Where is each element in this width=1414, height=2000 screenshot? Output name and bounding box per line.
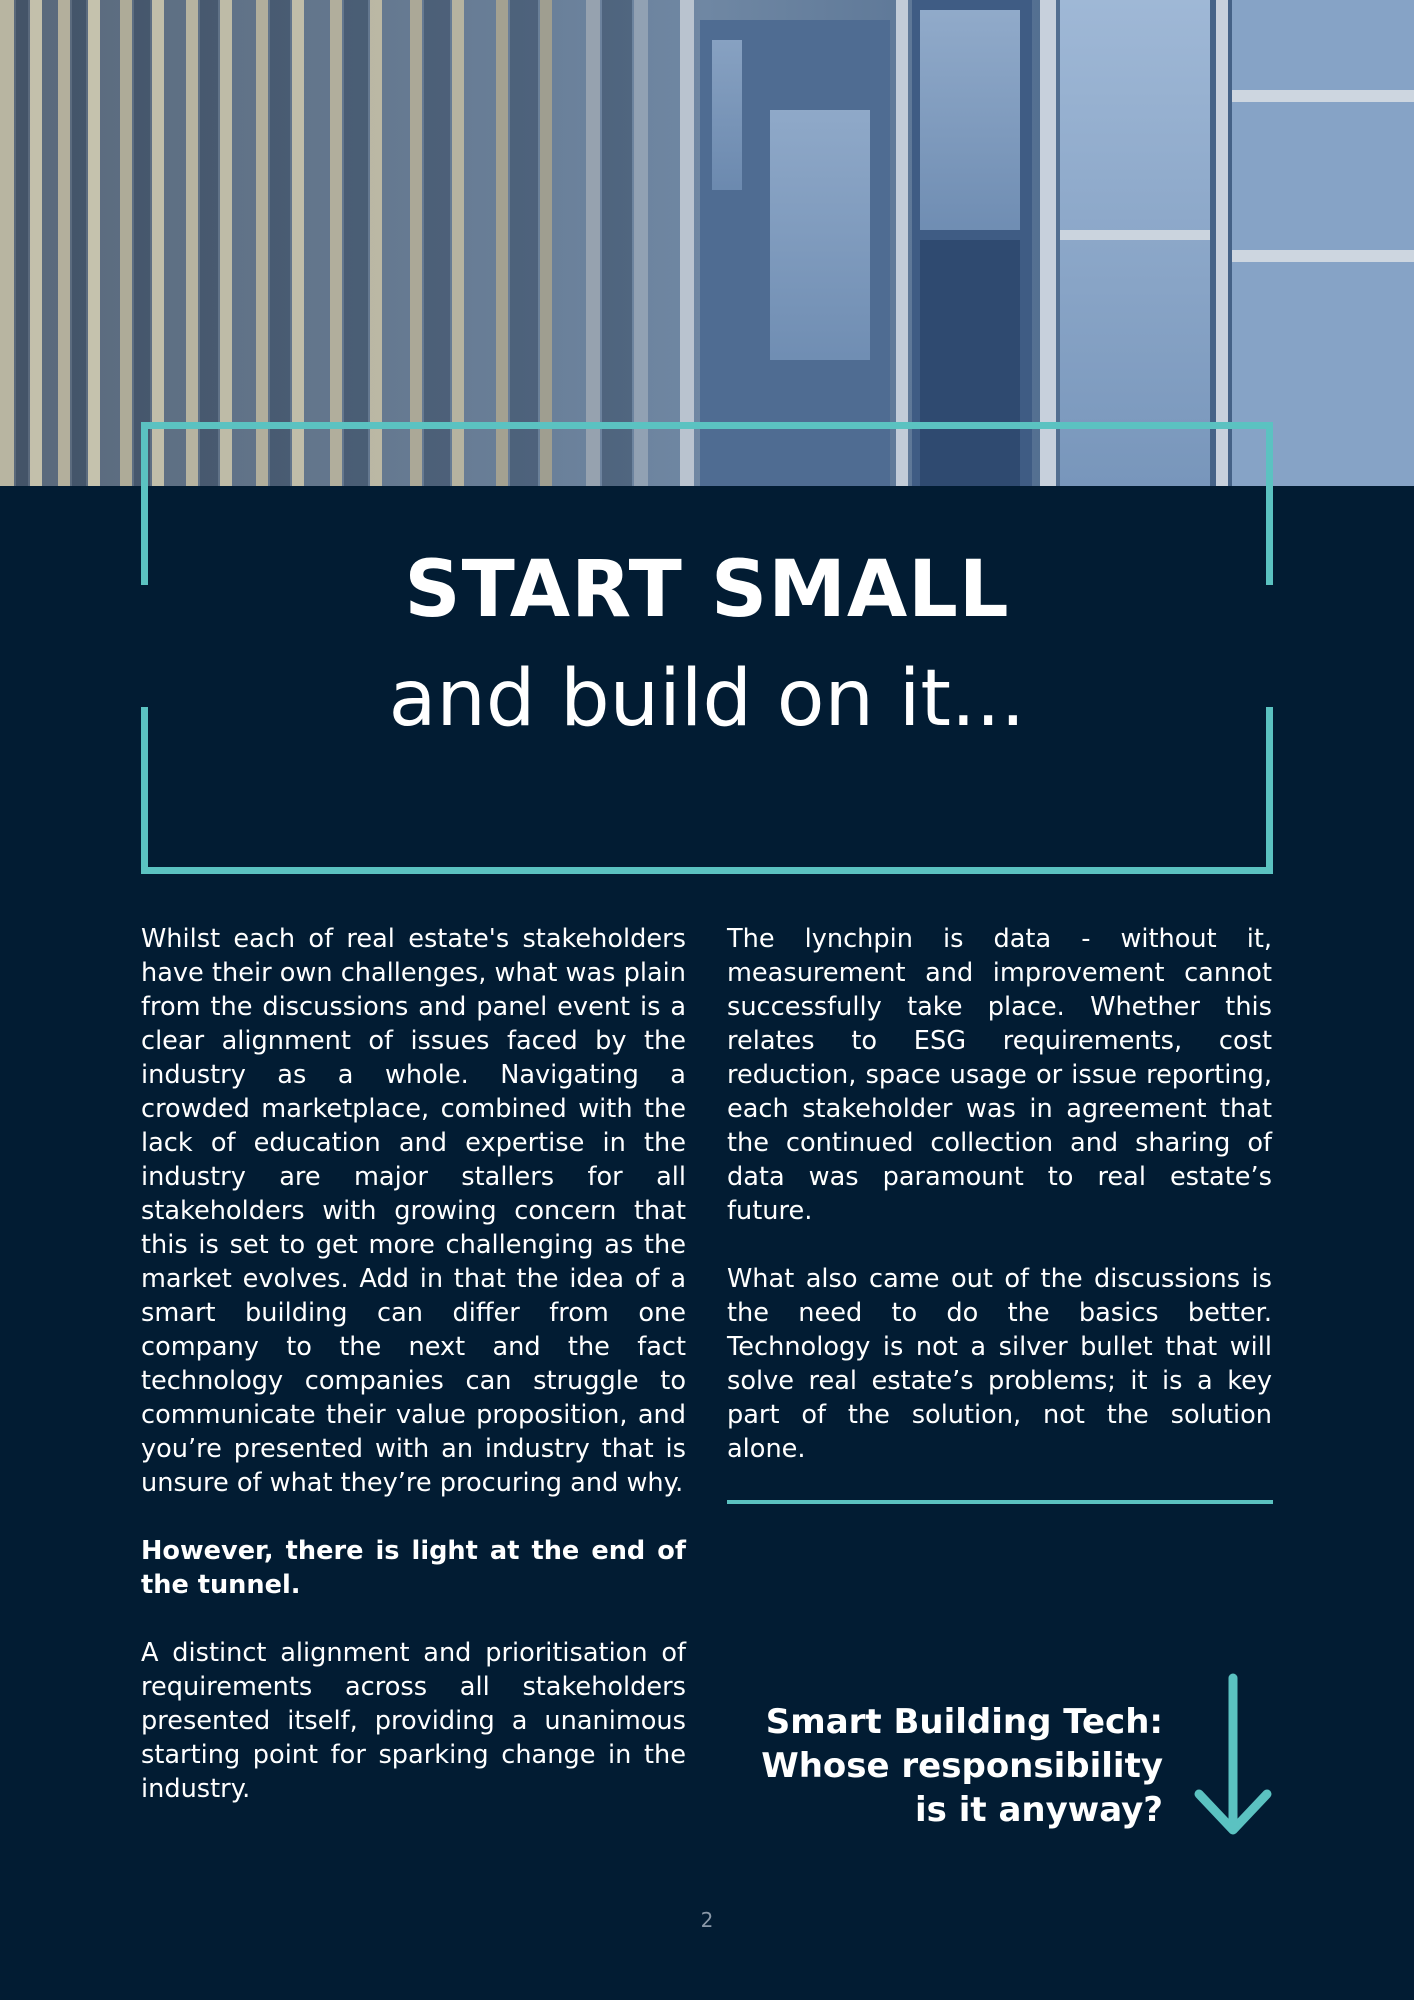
left-paragraph-1: Whilst each of real estate's stakeholders have their own challenges, what was plain from the discussions and panel event is a clear alignment of issues faced by the industry as a whole. Navigating a crowded marketplace, combined with the lack of education and expertise in the industry are major stallers for all stakeholders with growing concern that this is set to get more challenging as the market evolves. Add in that the idea of a smart building can differ from one company to the next and the fact technology companies can struggle to communicate their value proposition, and you’re presented with an industry that is unsure of what they’re procuring and why. <box>141 924 686 1498</box>
callout-line-1: Smart Building Tech: <box>765 1702 1163 1742</box>
title-block <box>141 540 1273 758</box>
callout-text <box>723 1700 1163 1832</box>
arrow-down-icon <box>1193 1670 1273 1840</box>
right-column <box>727 922 1272 1504</box>
divider <box>727 1500 1273 1504</box>
header-building-image <box>0 0 1414 486</box>
callout-line-2: Whose responsibility <box>761 1746 1163 1786</box>
next-section-callout[interactable] <box>727 1670 1273 1840</box>
building-facade-photo <box>0 0 1414 486</box>
callout-line-3: is it anyway? <box>915 1790 1163 1830</box>
page-number: 2 <box>700 1908 714 1932</box>
page-subtitle: and build on it... <box>388 654 1026 744</box>
right-paragraph-1: The lynchpin is data - without it, measurement and improvement cannot successfully take place. Whether this relates to ESG requirements, cost reduction, space usage or issue reporting, each stakeholder was in agreement that the continued collection and sharing of data was paramount to real estate’s future. <box>727 924 1272 1226</box>
left-column <box>141 922 686 1840</box>
left-paragraph-2: However, there is light at the end of the tunnel. <box>141 1536 686 1600</box>
page-title: START SMALL <box>404 545 1010 635</box>
left-paragraph-3: A distinct alignment and prioritisation of requirements across all stakeholders presented itself, providing a unanimous starting point for sparking change in the industry. <box>141 1638 686 1804</box>
right-paragraph-2: What also came out of the discussions is the need to do the basics better. Technology is not a silver bullet that will solve real estate’s problems; it is a key part of the solution, not the solution alone. <box>727 1264 1272 1464</box>
